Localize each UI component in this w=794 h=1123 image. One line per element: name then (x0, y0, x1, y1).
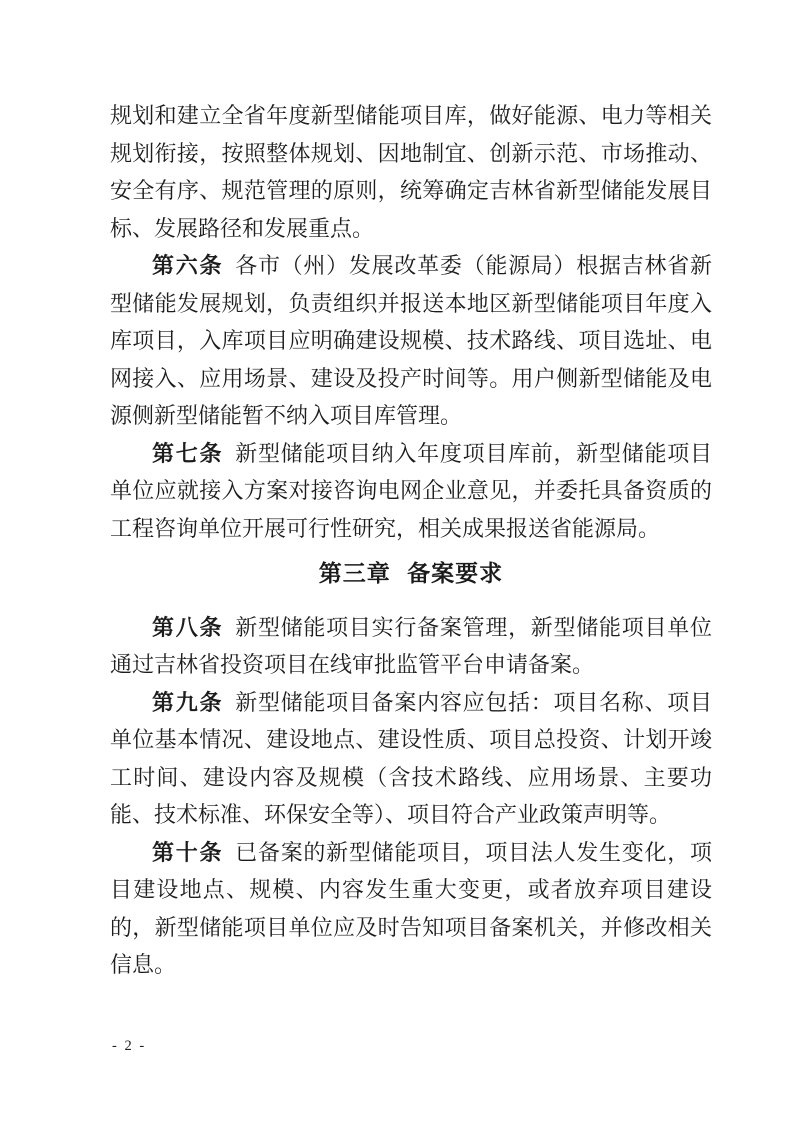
paragraph-continuation (110, 97, 712, 247)
article-8-text: 新型储能项目实行备案管理，新型储能项目单位通过吉林省投资项目在线审批监管平台申请备案。 (110, 614, 712, 677)
page-number: - 2 - (112, 1038, 147, 1054)
article-8-number-label: 第八条 (152, 614, 224, 640)
paragraph-article-8 (110, 609, 712, 684)
article-9-text: 新型储能项目备案内容应包括：项目名称、项目单位基本情况、建设地点、建设性质、项目总投资、计划开竣工时间、建设内容及规模（含技术路线、应用场景、主要功能、技术标准、环保安全等）、项目符合产业政策声明等。 (110, 689, 712, 827)
paragraph-article-6 (110, 247, 712, 435)
paragraph-article-9 (110, 684, 712, 834)
paragraph-article-10 (110, 834, 712, 984)
document-body (110, 97, 712, 984)
article-10-text: 已备案的新型储能项目，项目法人发生变化，项目建设地点、规模、内容发生重大变更，或者放弃项目建设的，新型储能项目单位应及时告知项目备案机关，并修改相关信息。 (110, 839, 712, 977)
chapter-heading: 第三章 备案要求 (318, 560, 504, 586)
paragraph-article-7 (110, 435, 712, 548)
paragraph-continuation-text: 规划和建立全省年度新型储能项目库，做好能源、电力等相关规划衔接，按照整体规划、因地制宜、创新示范、市场推动、安全有序、规范管理的原则，统筹确定吉林省新型储能发展目标、发展路径和发展重点。 (110, 103, 712, 241)
article-6-number-label: 第六条 (152, 253, 224, 278)
article-10-number-label: 第十条 (152, 839, 224, 865)
page-footer (112, 1038, 146, 1055)
article-7-number-label: 第七条 (152, 440, 224, 466)
article-9-number-label: 第九条 (152, 689, 224, 715)
article-7-text: 新型储能项目纳入年度项目库前，新型储能项目单位应就接入方案对接咨询电网企业意见，并委托具备资质的工程咨询单位开展可行性研究，相关成果报送省能源局。 (110, 440, 712, 541)
article-6-text: 各市（州）发展改革委（能源局）根据吉林省新型储能发展规划，负责组织并报送本地区新型储能项目年度入库项目，入库项目应明确建设规模、技术路线、项目选址、电网接入、应用场景、建设及投产时间等。用户侧新型储能及电源侧新型储能暂不纳入项目库管理。 (110, 253, 712, 428)
